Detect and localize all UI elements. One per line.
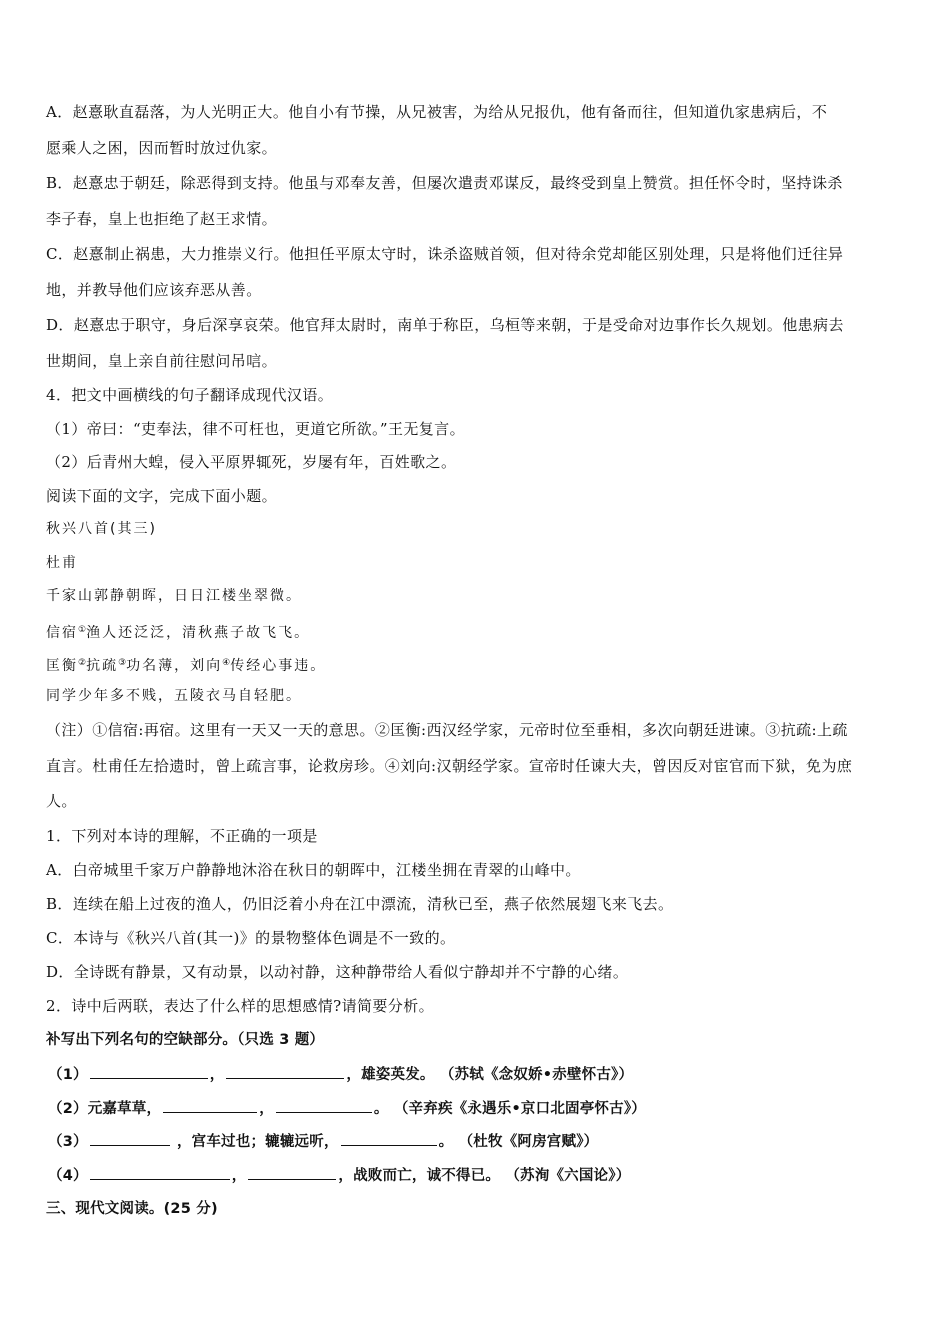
poem-text: 信宿 [46,625,78,641]
footnote-marker: ③ [118,658,127,668]
answer-blank[interactable] [341,1131,437,1146]
poem-text: 抗疏 [86,658,119,674]
item-text: ， [209,1067,225,1083]
q4-item-1: （1）帝曰：“吏奉法，律不可枉也，更道它所欲。”王无复言。 [46,420,465,438]
notes-line-3: 人。 [46,792,77,810]
poem-title: 秋兴八首(其三) [46,521,157,537]
item-text: ， [259,1101,274,1117]
item-text: ， [231,1168,247,1184]
footnote-marker: ② [78,658,87,668]
fill-in-item-3 [48,1131,908,1152]
poem-line-1 [46,586,906,606]
item-text: ，雄姿英发。 （苏轼《念奴娇•赤壁怀古》） [346,1067,634,1083]
option-b-line2: 李子春，皇上也拒绝了赵王求情。 [46,210,278,228]
item-number: （4） [48,1168,88,1184]
poem-q1-prompt: 1．下列对本诗的理解，不正确的一项是 [46,827,318,845]
footnote-marker: ① [78,625,87,635]
item-text: ，战败而亡，诚不得已。 （苏洵《六国论》） [338,1168,631,1184]
item-number: （2） [48,1101,88,1117]
option-a-line1: A．赵憙耿直磊落，为人光明正大。他自小有节操，从兄被害，为给从兄报仇，他有备而往，但知道仇家患病后，不 [46,103,828,121]
option-a-line2: 愿乘人之困，因而暂时放过仇家。 [46,139,278,157]
poem-text: 同学少年多不贱，五陵衣马自轻肥。 [46,688,302,704]
option-b-line1: B．赵憙忠于朝廷，除恶得到支持。他虽与邓奉友善，但屡次遣责邓谋反，最终受到皇上赞赏。担任怀令时，坚持诛杀 [46,174,843,192]
item-number: （3） [48,1134,88,1150]
fill-in-item-1 [48,1064,908,1085]
fill-in-item-4 [48,1165,908,1186]
answer-blank[interactable] [276,1098,372,1113]
poem-line-4 [46,686,906,706]
answer-blank[interactable] [90,1165,230,1180]
answer-blank[interactable] [163,1098,257,1113]
item-number: （1） [48,1067,88,1083]
q4-prompt: 4．把文中画横线的句子翻译成现代汉语。 [46,386,334,404]
poem-text: 渔人还泛泛，清秋燕子故飞飞。 [86,625,311,641]
option-d-line2: 世期间，皇上亲自前往慰问吊唁。 [46,352,278,370]
option-d-line1: D．赵憙忠于职守，身后深享哀荣。他官拜太尉时，南单于称臣，乌桓等来朝，于是受命对边事作长久规划。他患病去 [46,316,844,334]
item-text: 。 （杜牧《阿房宫赋》） [438,1134,599,1150]
item-text: ，宫车过也；辘辘远听， [171,1134,339,1150]
fill-in-heading: 补写出下列名句的空缺部分。（只选 3 题） [46,1032,325,1048]
poem-q2-prompt: 2．诗中后两联，表达了什么样的思想感情?请简要分析。 [46,997,434,1015]
poem-q1-option-d: D．全诗既有静景，又有动景，以动衬静，这种静带给人看似宁静却并不宁静的心绪。 [46,963,629,981]
poem-author: 杜甫 [46,555,78,571]
poem-line-3 [46,653,906,676]
poem-q1-option-a: A．白帝城里千家万户静静地沐浴在秋日的朝晖中，江楼坐拥在青翠的山峰中。 [46,861,581,879]
answer-blank[interactable] [248,1165,336,1180]
section-3-heading: 三、现代文阅读。(25 分) [46,1201,218,1217]
reading-intro: 阅读下面的文字，完成下面小题。 [46,487,278,505]
poem-text: 功名薄，刘向 [126,658,223,674]
poem-text: 千家山郭静朝晖，日日江楼坐翠微。 [46,588,302,604]
fill-in-item-2 [48,1098,908,1119]
item-text: 元嘉草草， [87,1101,162,1117]
answer-blank[interactable] [90,1131,170,1146]
notes-line-2: 直言。杜甫任左拾遗时，曾上疏言事，论救房珍。④刘向:汉朝经学家。宣帝时任谏大夫，曾因反对宦官而下狱，免为庶 [46,757,853,775]
footnote-marker: ④ [222,658,231,668]
option-c-line2: 地，并教导他们应该弃恶从善。 [46,281,262,299]
poem-text: 传经心事违。 [230,658,327,674]
item-text: 。 （辛弃疾《永遇乐•京口北固亭怀古》） [373,1101,646,1117]
notes-line-1: （注）①信宿:再宿。这里有一天又一天的意思。②匡衡:西汉经学家，元帝时位至垂相，多次向朝廷进谏。③抗疏:上疏 [46,721,848,739]
poem-q1-option-c: C．本诗与《秋兴八首(其一)》的景物整体色调是不一致的。 [46,929,456,947]
poem-text: 匡衡 [46,658,78,674]
option-c-line1: C．赵憙制止祸患，大力推崇义行。他担任平原太守时，诛杀盗贼首领，但对待余党却能区别处理，只是将他们迁往异 [46,245,844,263]
q4-item-2: （2）后青州大蝗，侵入平原界辄死，岁屡有年，百姓歌之。 [46,453,457,471]
poem-line-2 [46,620,906,643]
answer-blank[interactable] [226,1064,344,1079]
poem-q1-option-b: B．连续在船上过夜的渔人，仍旧泛着小舟在江中漂流，清秋已至，燕子依然展翅飞来飞去。 [46,895,674,913]
answer-blank[interactable] [90,1064,208,1079]
